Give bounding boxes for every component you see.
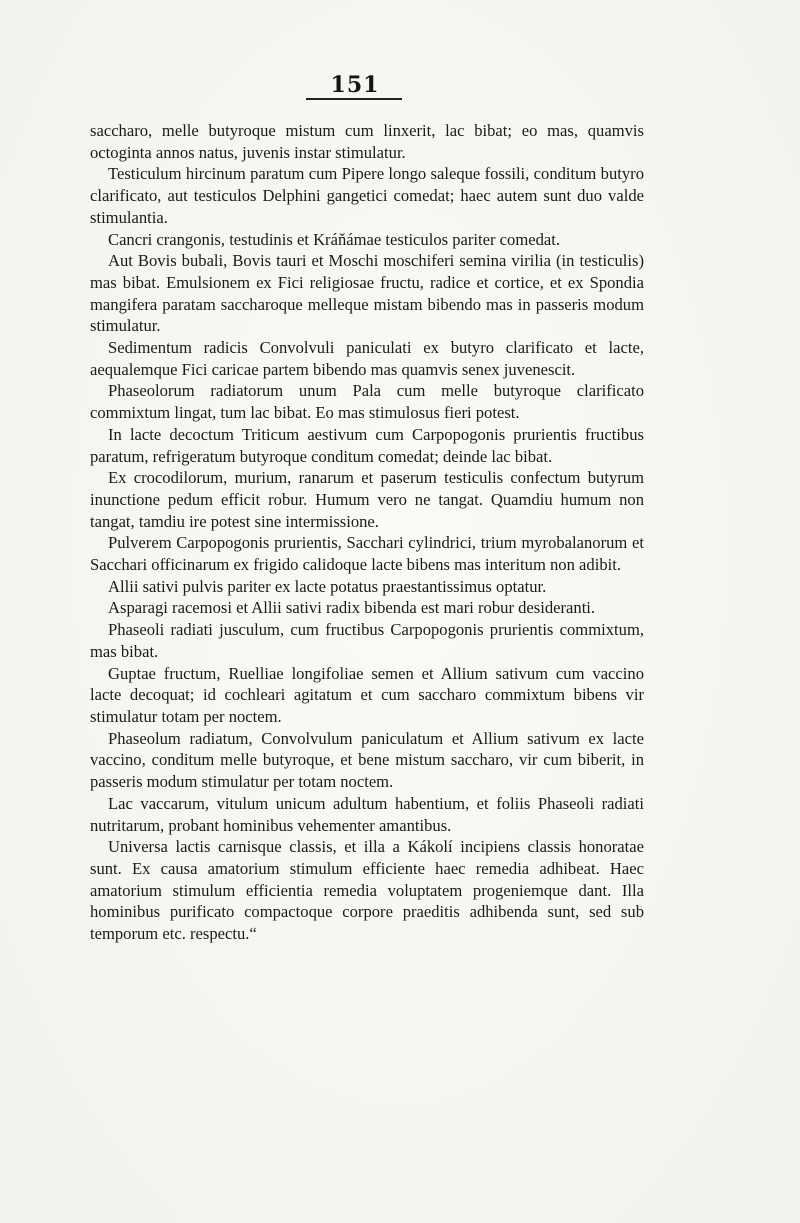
paragraph: Allii sativi pulvis pariter ex lacte potatus praestantissimus optatur. — [108, 576, 547, 596]
body-text — [90, 120, 644, 945]
paragraph: In lacte decoctum Triticum aestivum cum Carpopogonis prurientis fructibus paratum, refrigeratum butyroque conditum comedat; deinde lac bibat. — [90, 424, 644, 466]
paragraph: Aut Bovis bubali, Bovis tauri et Moschi moschiferi semina virilia (in testiculis) mas bibat. Emulsionem ex Fici religiosae fructu, radice et cortice, et ex Spondia mangifera paratam saccharoque melleque mistam bibendo mas in passeris modum stimulatur. — [90, 251, 644, 336]
paragraph: Testiculum hircinum paratum cum Pipere longo saleque fossili, conditum butyro clarificato, aut testiculos Delphini gangetici comedat; haec autem sunt duo valde stimulantia. — [90, 164, 644, 227]
page-number: 151 — [330, 72, 380, 98]
paragraph: Phaseolorum radiatorum unum Pala cum melle butyroque clarificato commixtum lingat, tum lac bibat. Eo mas stimulosus fieri potest. — [90, 381, 644, 423]
paragraph: Phaseoli radiati jusculum, cum fructibus Carpopogonis prurientis commixtum, mas bibat. — [90, 620, 644, 661]
paragraph: Cancri crangonis, testudinis et Kráňámae testiculos pariter comedat. — [108, 229, 561, 249]
paragraph: Guptae fructum, Ruelliae longifoliae semen et Allium sativum cum vaccino lacte decoquat; id cochleari agitatum et cum saccharo commixtum bibens vir stimulatur totam per noctem. — [90, 663, 644, 726]
paragraph: saccharo, melle butyroque mistum cum linxerit, lac bibat; eo mas, quamvis octoginta annos natus, juvenis instar stimulatur. — [90, 121, 644, 162]
paragraph: Phaseolum radiatum, Convolvulum paniculatum et Allium sativum ex lacte vaccino, conditum melle butyroque, et bene mistum saccharo, vir cum biberit, in passeris modum stimulatur per totam noctem. — [90, 728, 644, 792]
header-rule — [306, 98, 402, 100]
paragraph: Universa lactis carnisque classis, et illa a Kákolí incipiens classis honoratae sunt. Ex causa amatorium stimulum efficiente haec remedia adhibeat. Haec amatorium stimulum efficientia remedia voluptatem progeniemque dant. Illa hominibus purificato compactoque corpore praeditis adhibenda sunt, sed sub temporum etc. respectu.“ — [90, 837, 644, 944]
paragraph: Ex crocodilorum, murium, ranarum et paserum testiculis confectum butyrum inunctione pedum efficit robur. Humum vero ne tangat. Quamdiu humum non tangat, tamdiu ire potest sine intermissione. — [90, 468, 644, 531]
paragraph: Sedimentum radicis Convolvuli paniculati ex butyro clarificato et lacte, aequalemque Fici caricae partem bibendo mas quamvis senex juvenescit. — [90, 338, 644, 379]
paragraph: Asparagi racemosi et Allii sativi radix bibenda est mari robur desideranti. — [108, 598, 596, 618]
paragraph: Lac vaccarum, vitulum unicum adultum habentium, et foliis Phaseoli radiati nutritarum, probant hominibus vehementer amantibus. — [90, 793, 644, 835]
paragraph: Pulverem Carpopogonis prurientis, Sacchari cylindrici, trium myrobalanorum et Sacchari officinarum ex frigido calidoque lacte bibens mas interitum non adibit. — [90, 533, 644, 575]
